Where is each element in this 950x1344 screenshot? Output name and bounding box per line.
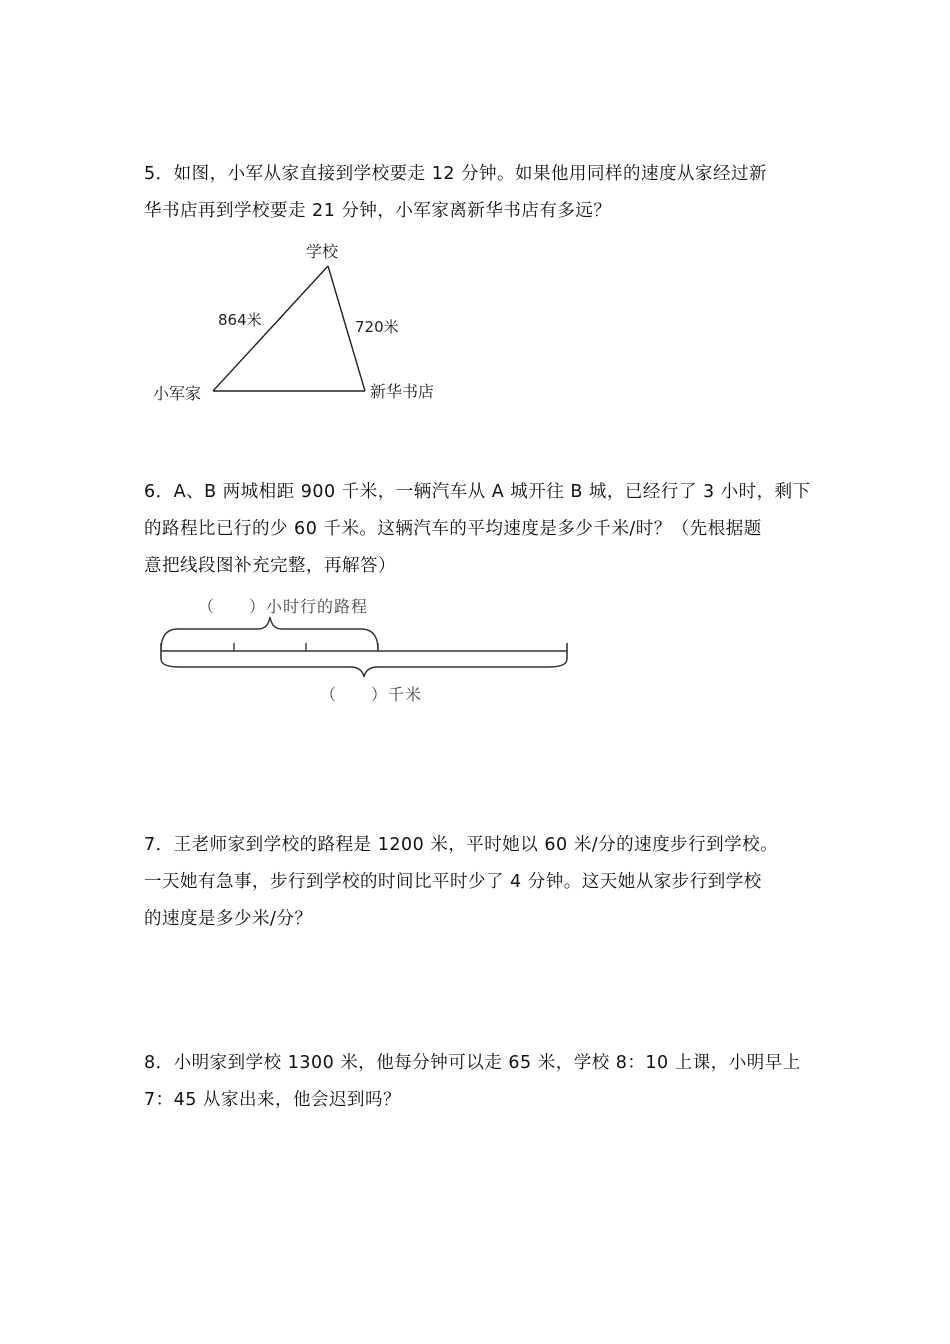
question-8 xyxy=(144,1045,814,1119)
question-8-line-2: 7：45 从家出来，他会迟到吗？ xyxy=(144,1090,401,1110)
bottom-brace xyxy=(161,659,567,677)
home-label: 小军家 xyxy=(153,384,202,403)
question-7 xyxy=(144,827,814,938)
question-7-line-3: 的速度是多少米/分？ xyxy=(144,909,313,929)
question-5-line-1: 5．如图，小军从家直接到学校要走 12 分钟。如果他用同样的速度从家经过新 xyxy=(144,164,768,184)
top-brace xyxy=(161,617,378,650)
question-7-line-2: 一天她有急事，步行到学校的时间比平时少了 4 分钟。这天她从家步行到学校 xyxy=(144,872,762,892)
question-5-line-2: 华书店再到学校要走 21 分钟，小军家离新华书店有多远？ xyxy=(144,201,612,221)
distance-bookstore-school: 720米 xyxy=(355,318,399,336)
segment-bottom-label: （ ）千米 xyxy=(320,685,423,704)
question-6-line-2: 的路程比已行的少 60 千米。这辆汽车的平均速度是多少千米/时？（先根据题 xyxy=(144,519,762,539)
question-8-line-1: 8．小明家到学校 1300 米，他每分钟可以走 65 米，学校 8：10 上课，小明早上 xyxy=(144,1053,801,1073)
question-6-line-1: 6．A、B 两城相距 900 千米，一辆汽车从 A 城开往 B 城，已经行了 3 小时，剩下 xyxy=(144,482,811,502)
question-6-line-3: 意把线段图补充完整，再解答） xyxy=(144,556,396,576)
segment-top-label: （ ）小时行的路程 xyxy=(198,597,369,616)
distance-home-school: 864米 xyxy=(218,311,262,329)
school-label: 学校 xyxy=(306,242,339,261)
bookstore-label: 新华书店 xyxy=(370,382,435,401)
question-7-line-1: 7．王老师家到学校的路程是 1200 米，平时她以 60 米/分的速度步行到学校。 xyxy=(144,835,779,855)
